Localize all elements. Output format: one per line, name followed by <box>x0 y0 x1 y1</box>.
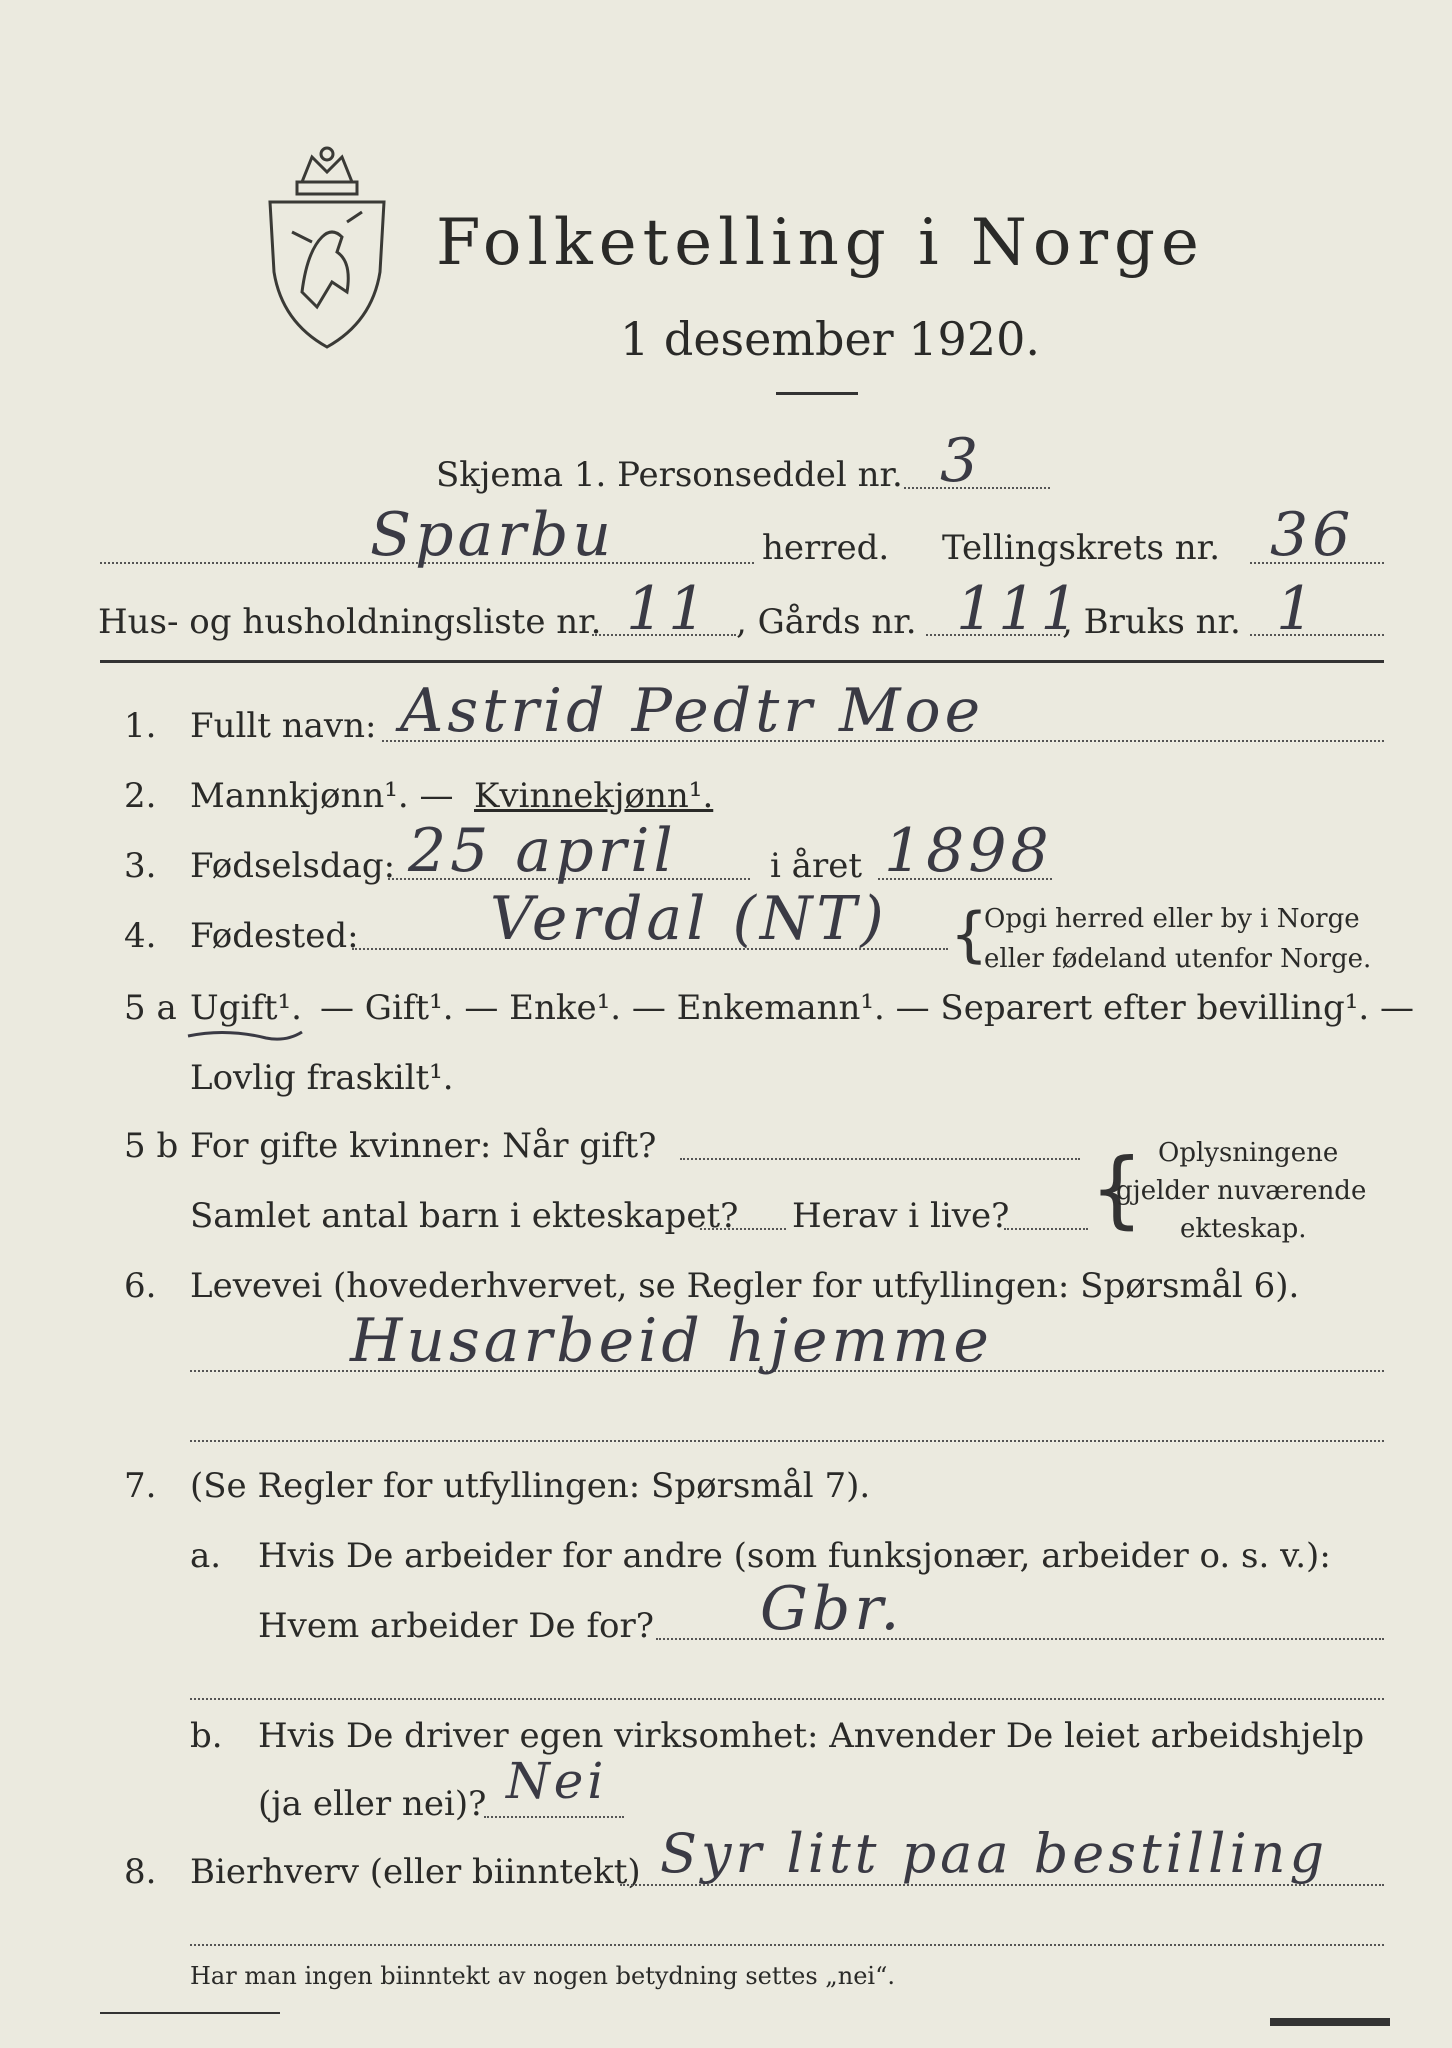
q8-number: 8. <box>124 1852 157 1892</box>
bruks-value: 1 <box>1276 574 1319 644</box>
tellingskrets-value: 36 <box>1270 500 1355 570</box>
q5a-ugift: Ugift¹. <box>190 988 302 1028</box>
q1-label: Fullt navn: <box>190 706 377 746</box>
footer-rule-right <box>1270 2018 1390 2026</box>
q2-female: Kvinnekjønn¹. <box>474 776 714 816</box>
q3-label: Fødselsdag: <box>190 846 396 886</box>
q7b-letter: b. <box>190 1716 223 1756</box>
q6-value: Husarbeid hjemme <box>350 1306 993 1376</box>
q6-line-2 <box>190 1440 1384 1442</box>
q7a-value: Gbr. <box>760 1574 904 1644</box>
q5a-options: — Gift¹. — Enke¹. — Enkemann¹. — Separert efter bevilling¹. — <box>320 988 1415 1028</box>
q5b-live-line <box>1004 1228 1088 1230</box>
q4-note-2: eller fødeland utenfor Norge. <box>984 944 1372 974</box>
bruks-label: , Bruks nr. <box>1062 602 1241 642</box>
q7a-letter: a. <box>190 1536 222 1576</box>
q4-value: Verdal (NT) <box>490 884 888 954</box>
q5b-brace: { <box>1090 1140 1144 1238</box>
q4-label: Fødested: <box>190 916 359 956</box>
q5a-line2: Lovlig fraskilt¹. <box>190 1058 454 1098</box>
herred-value: Sparbu <box>370 500 616 570</box>
q7a-line-2 <box>190 1698 1384 1700</box>
q7b-line2: (ja eller nei)? <box>258 1784 487 1824</box>
q2-number: 2. <box>124 776 157 816</box>
ugift-mark <box>186 1026 306 1046</box>
page-title: Folketelling i Norge <box>436 206 1205 280</box>
q6-label: Levevei (hovederhvervet, se Regler for utfyllingen: Spørsmål 6). <box>190 1266 1300 1306</box>
coat-of-arms-icon <box>262 142 392 352</box>
q5b-note-1: Oplysningene <box>1158 1138 1339 1168</box>
q3-year-value: 1898 <box>884 816 1053 886</box>
footer-rule-left <box>100 2012 280 2014</box>
q8-label: Bierhverv (eller biinntekt) <box>190 1852 641 1892</box>
q5b-number: 5 b <box>124 1126 179 1166</box>
q5b-line <box>680 1158 1080 1160</box>
q4-number: 4. <box>124 916 157 956</box>
q4-brace: { <box>950 900 989 970</box>
gards-label-text: , Gårds nr. <box>736 602 917 642</box>
tellingskrets-label: Tellingskrets nr. <box>942 528 1221 568</box>
q7-number: 7. <box>124 1466 157 1506</box>
q7a-label: Hvis De arbeider for andre (som funksjonær, arbeider o. s. v.): <box>258 1536 1331 1576</box>
q7b-label: Hvis De driver egen virksomhet: Anvender De leiet arbeidshjelp <box>258 1716 1365 1756</box>
q5b-line2-a: Samlet antal barn i ekteskapet? <box>190 1196 739 1236</box>
q3-value: 25 april <box>408 816 677 886</box>
header-divider <box>100 660 1384 663</box>
q5b-line2-b: Herav i live? <box>792 1196 1010 1236</box>
q1-value: Astrid Pedtr Moe <box>400 676 985 746</box>
herred-label: herred. <box>762 528 890 568</box>
q3-number: 3. <box>124 846 157 886</box>
q3-year-label: i året <box>770 846 862 886</box>
q5b-note-2: gjelder nuværende <box>1116 1176 1367 1206</box>
q7a-line2: Hvem arbeider De for? <box>258 1606 654 1646</box>
hus-label: Hus- og husholdningsliste nr. <box>98 602 602 642</box>
title-divider <box>776 392 858 395</box>
q5a-number: 5 a <box>124 988 177 1028</box>
q8-line-2 <box>190 1944 1384 1946</box>
q7b-line <box>484 1816 624 1818</box>
q1-number: 1. <box>124 706 157 746</box>
footer-note: Har man ingen biinntekt av nogen betydning settes „nei“. <box>190 1962 895 1990</box>
q5b-note-3: ekteskap. <box>1180 1214 1307 1244</box>
q7b-value: Nei <box>506 1752 608 1810</box>
q6-number: 6. <box>124 1266 157 1306</box>
q4-note-1: Opgi herred eller by i Norge <box>984 904 1360 934</box>
gards-value: 111 <box>956 574 1083 644</box>
q5b-label: For gifte kvinner: Når gift? <box>190 1126 657 1166</box>
skjema-label: Skjema 1. Personseddel nr. <box>436 455 903 495</box>
q7-label: (Se Regler for utfyllingen: Spørsmål 7). <box>190 1466 871 1506</box>
census-date: 1 desember 1920. <box>620 312 1040 366</box>
q8-value: Syr litt paa bestilling <box>660 1822 1329 1885</box>
q2-male: Mannkjønn¹. — <box>190 776 454 816</box>
hus-value: 11 <box>626 574 711 644</box>
q5b-barn-line <box>700 1228 786 1230</box>
personseddel-value: 3 <box>940 426 983 496</box>
